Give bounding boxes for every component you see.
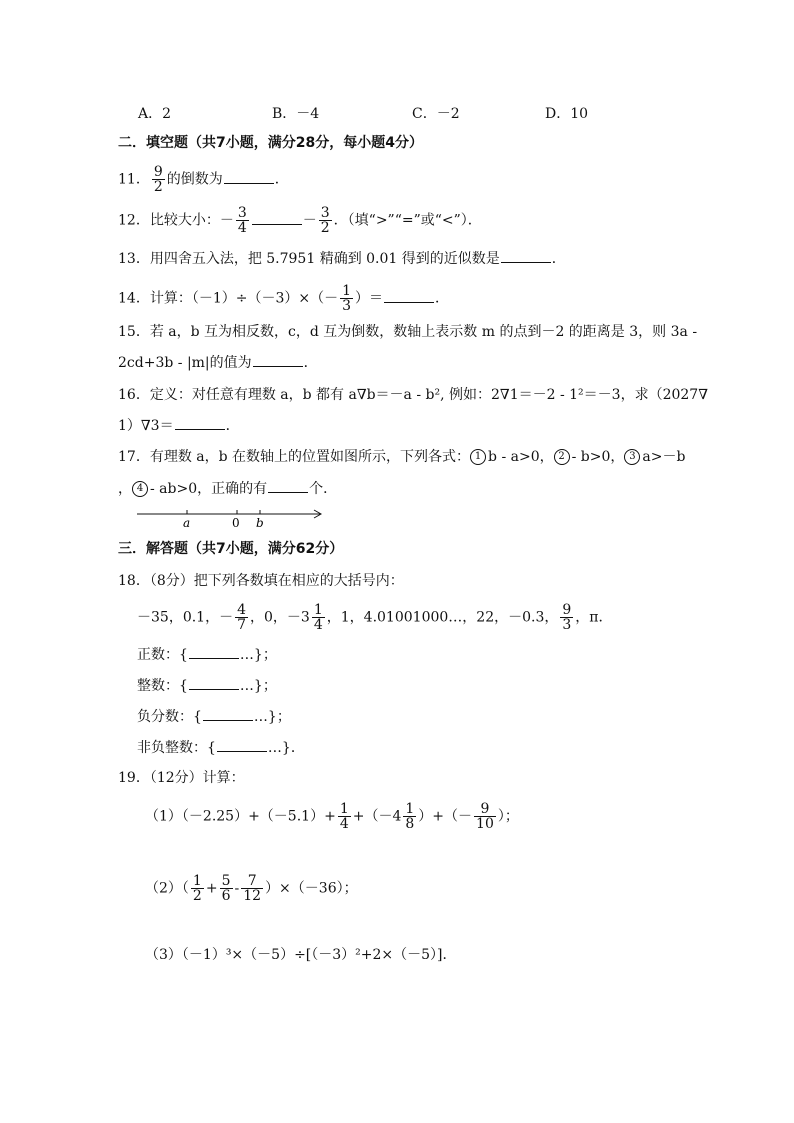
circle-1: 1: [470, 449, 486, 465]
question-14: 14．计算：（－1）÷（－3）×（－ $\frac{1}{3}$ ）＝ ．: [118, 283, 450, 314]
number-line: [135, 505, 330, 530]
q19-part2: （2）（ $\frac{1}{2}$ + $\frac{5}{6}$ - $\frac{7}{12}$ ）×（－36）；: [145, 873, 358, 904]
q12-blank: [252, 210, 302, 225]
q12-fraction-2: $\frac{3}{2}$: [320, 205, 330, 236]
question-16-line1: 16．定义：对任意有理数 a，b 都有 a∇b＝－a - b², 例如：2∇1＝－2 - 1²＝－3，求（2027∇: [118, 387, 708, 403]
q11-fraction: $\frac{9}{2}$: [153, 164, 163, 195]
question-17-line1: 17．有理数 a，b 在数轴上的位置如图所示，下列各式： 1 b - a>0， 2 - b>0， 3 a>－b: [118, 449, 686, 465]
section3-title: 三．解答题（共7小题，满分62分）: [118, 541, 344, 557]
q15-blank: [253, 352, 303, 367]
question-15-line1: 15．若 a，b 互为相反数，c，d 互为倒数，数轴上表示数 m 的点到－2 的距离是 3，则 3a -: [118, 324, 698, 340]
q12-fraction-1: $\frac{3}{4}$: [237, 205, 247, 236]
q11-text: 的倒数为: [166, 171, 223, 188]
circle-3: 3: [624, 449, 640, 465]
question-15-line2: 2cd+3b - |m|的值为 ．: [118, 352, 318, 373]
q14-blank: [384, 288, 434, 303]
question-12: 12．比较大小：－ $\frac{3}{4}$ － $\frac{3}{2}$ ．（填“>”“=”或“<”）．: [118, 205, 482, 236]
q11-number: 11．: [118, 171, 150, 188]
question-11: 11． $\frac{9}{2}$ 的倒数为 ．: [118, 164, 289, 195]
question-13: 13．用四舍五入法，把 5.7951 精确到 0.01 得到的近似数是 ．: [118, 248, 566, 269]
q17-blank: [268, 478, 308, 493]
axis-label-0: 0: [232, 516, 240, 530]
option-c: C．－2: [412, 106, 460, 122]
q18-integer: 整数：{ …}；: [137, 675, 277, 696]
q19-part3: （3）（－1）³×（－5）÷[（－3）²+2×（－5）]．: [145, 947, 457, 963]
option-b: B．－4: [272, 106, 320, 122]
circle-4: 4: [132, 481, 148, 497]
q13-blank: [501, 248, 551, 263]
q18-nonnegative-integer: 非负整数：{ …}．: [137, 737, 305, 758]
section2-title: 二．填空题（共7小题，满分28分，每小题4分）: [118, 135, 423, 151]
q11-blank: [224, 169, 274, 184]
q14-fraction: $\frac{1}{3}$: [342, 283, 352, 314]
axis-label-a: a: [183, 516, 191, 530]
question-17-line2: ， 4 - ab>0，正确的有 个．: [118, 478, 337, 499]
question-18-title: 18．（8分）把下列各数填在相应的大括号内：: [118, 573, 404, 589]
q16-blank: [175, 415, 225, 430]
circle-2: 2: [554, 449, 570, 465]
axis-label-b: b: [256, 516, 264, 530]
option-d: D．10: [545, 106, 589, 122]
question-19-title: 19．（12分）计算：: [118, 770, 245, 786]
option-a: A．2: [138, 106, 172, 122]
q18-positive: 正数：{ …}；: [137, 644, 277, 665]
q18-negative-fraction: 负分数：{ …}；: [137, 706, 291, 727]
question-18-numbers: －35，0.1，－ $\frac{4}{7}$ ，0，－3 $\frac{1}{4}$ ，1，4.01001000…，22，－0.3， $\frac{9}{3}$ ，π．: [137, 602, 613, 633]
q12-text: 12．比较大小：－: [118, 212, 234, 229]
q19-part1: （1）（－2.25）+（－5.1）+ $\frac{1}{4}$ +（－4 $\frac{1}{8}$ ）+（－ $\frac{9}{10}$ ）；: [145, 801, 519, 832]
question-16-line2: 1）∇3＝ ．: [118, 415, 240, 436]
